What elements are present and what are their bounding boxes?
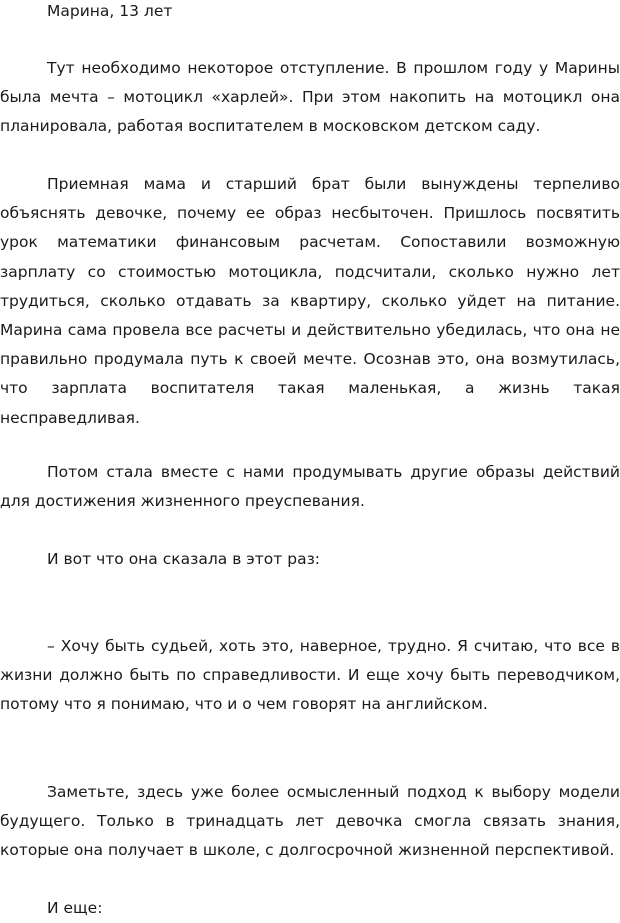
paragraph-other-images: Потом стала вместе с нами продумывать другие образы действий для достижения жизненного преуспевания. xyxy=(0,463,620,511)
paragraph-digression: Тут необходимо некоторое отступление. В прошлом году у Марины была мечта – мотоцикл «харлей». При этом накопить на мотоцикл она планировала, работая воспитателем в московском детском саду. xyxy=(0,59,620,136)
paragraph-calculations: Приемная мама и старший брат были вынуждены терпеливо объяснять девочке, почему ее образ несбыточен. Пришлось посвятить урок математики финансовым расчетам. Сопоставили возможную зарплату со стоимостью мотоцикла, подсчитали, сколько нужно лет трудиться, сколько отдавать за квартиру, сколько уйдет на питание. Марина сама провела все расчеты и действительно убедилась, что она не правильно продумала путь к своей мечте. Осознав это, она возмутилась, что зарплата воспитателя такая маленькая, а жизнь такая несправедливая. xyxy=(0,175,620,427)
heading-marina-13: Марина, 13 лет xyxy=(47,2,173,20)
paragraph-quote-judge: – Хочу быть судьей, хоть это, наверное, трудно. Я считаю, что все в жизни должно быть по справедливости. И еще хочу быть переводчиком, потому что я понимаю, что и о чем говорят на английском. xyxy=(0,637,620,714)
paragraph-and-more: И еще: xyxy=(47,899,103,917)
paragraph-what-she-said: И вот что она сказала в этот раз: xyxy=(47,550,321,568)
paragraph-note-meaningful: Заметьте, здесь уже более осмысленный подход к выбору модели будущего. Только в тринадцать лет девочка смогла связать знания, которые она получает в школе, с долгосрочной жизненной перспективой. xyxy=(0,783,620,860)
